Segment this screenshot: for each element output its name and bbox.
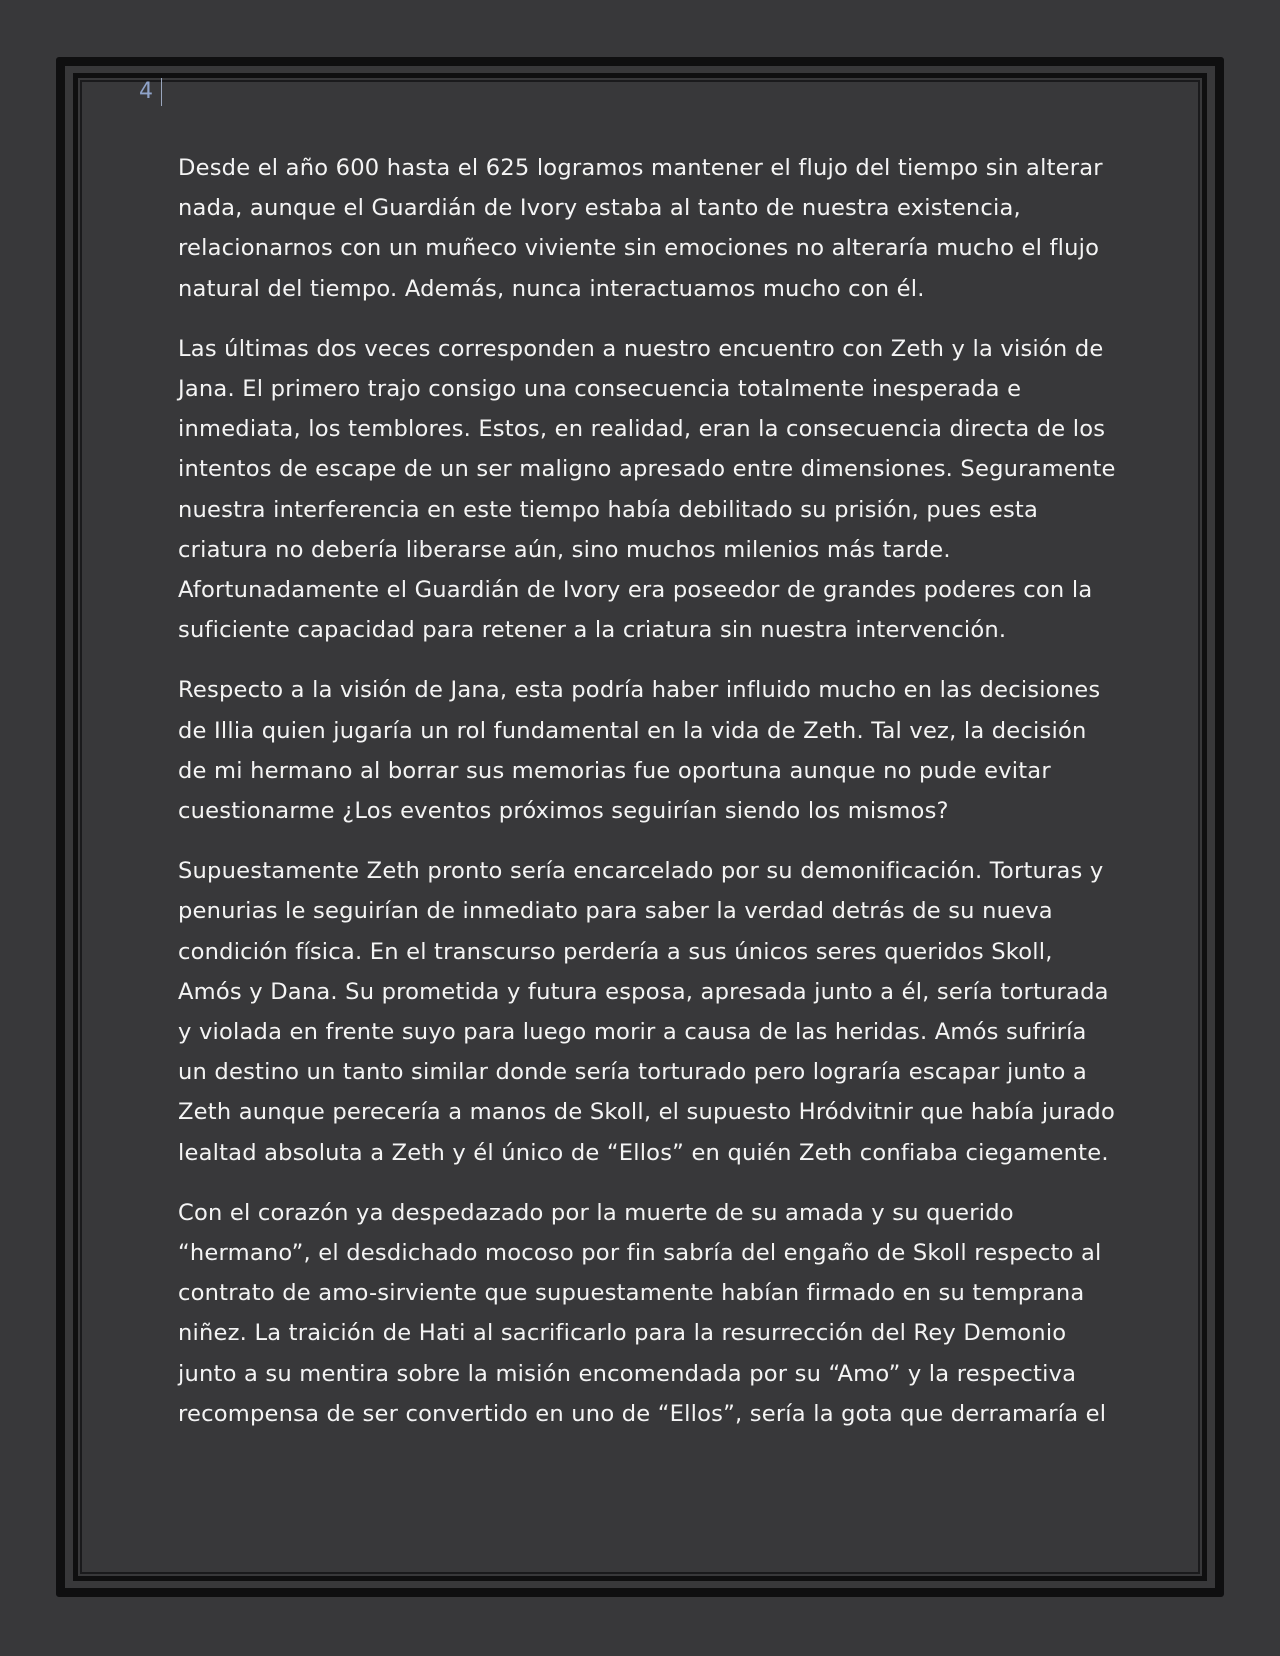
page-number: 4 xyxy=(139,78,162,106)
paragraph-2: Las últimas dos veces corresponden a nuestro encuentro con Zeth y la visión de Jana. El primero trajo consigo una consecuencia totalmente inesperada e inmediata, los temblores. Estos, en realidad, eran la consecuencia directa de los intentos de escape de un ser maligno apresado entre dimensiones. Seguramente nuestra interferencia en este tiempo había debilitado su prisión, pues esta criatura no debería liberarse aún, sino muchos milenios más tarde. Afortunadamente el Guardián de Ivory era poseedor de grandes poderes con la suficiente capacidad para retener a la criatura sin nuestra intervención. xyxy=(178,335,1116,644)
paragraph-1: Desde el año 600 hasta el 625 logramos mantener el flujo del tiempo sin alterar nada, aunque el Guardián de Ivory estaba al tanto de nuestra existencia, relacionarnos con un muñeco viviente sin emociones no alteraría mucho el flujo natural del tiempo. Además, nunca interactuamos mucho con él. xyxy=(178,155,1103,302)
paragraph-5: Con el corazón ya despedazado por la muerte de su amada y su querido “hermano”, el desdichado mocoso por fin sabría del engaño de Skoll respecto al contrato de amo-sirviente que supuestamente habían firmado en su temprana niñez. La traición de Hati al sacrificarlo para la resurrección del Rey Demonio junto a su mentira sobre la misión encomendada por su “Amo” y la respectiva recompensa de ser convertido en uno de “Ellos”, sería la gota que derramaría el xyxy=(178,1199,1107,1427)
paragraph-3: Respecto a la visión de Jana, esta podría haber influido mucho en las decisiones de Illia quien jugaría un rol fundamental en la vida de Zeth. Tal vez, la decisión de mi hermano al borrar sus memorias fue oportuna aunque no pude evitar cuestionarme ¿Los eventos próximos seguirían siendo los mismos? xyxy=(178,677,1101,825)
page-body xyxy=(178,148,1118,1454)
paragraph-4: Supuestamente Zeth pronto sería encarcelado por su demonificación. Torturas y penurias le seguirían de inmediato para saber la verdad detrás de su nueva condición física. En el transcurso perdería a sus únicos seres queridos Skoll, Amós y Dana. Su prometida y futura esposa, apresada junto a él, sería torturada y violada en frente suyo para luego morir a causa de las heridas. Amós sufriría un destino un tanto similar donde sería torturado pero lograría escapar junto a Zeth aunque perecería a manos de Skoll, el supuesto Hródvitnir que había jurado lealtad absoluta a Zeth y él único de “Ellos” en quién Zeth confiaba ciegamente. xyxy=(178,858,1116,1166)
